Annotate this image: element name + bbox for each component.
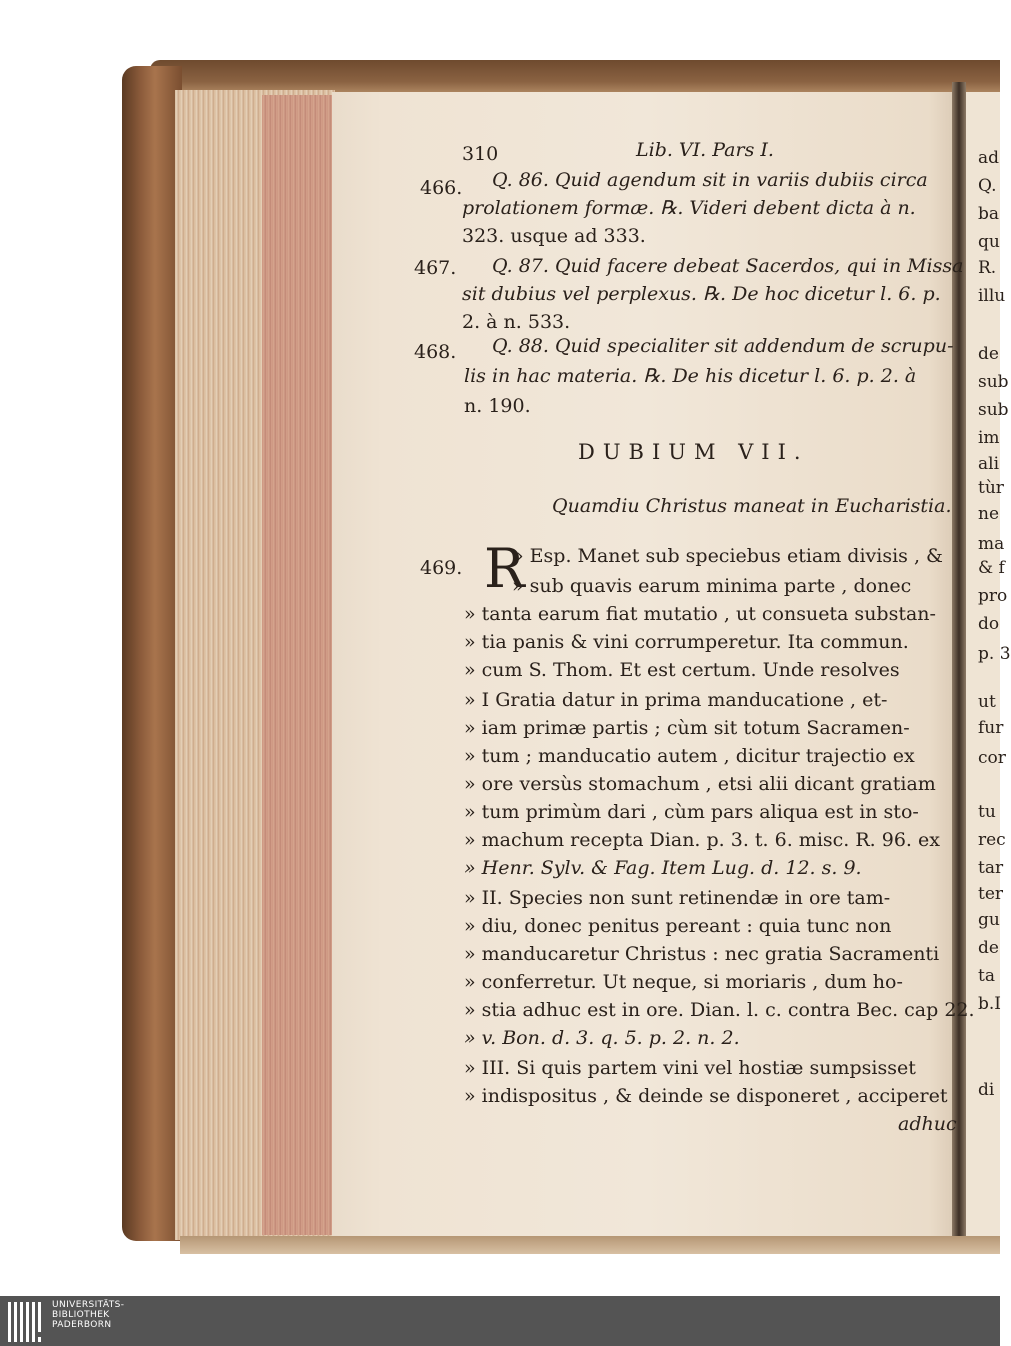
body-line: » diu, donec penitus pereant : quia tunc non [464,915,892,937]
right-page-fragment: ba [978,204,1000,224]
page-number: 310 [462,143,499,165]
body-line: » stia adhuc est in ore. Dian. l. c. contra Bec. cap 22. [464,999,975,1021]
right-page-fragment: R. [978,258,997,278]
drop-cap: R [484,537,525,600]
right-page-fragment: tùr [978,478,1004,498]
right-page-fragment: ut [978,692,996,712]
entry-line: Q. 87. Quid facere debeat Sacerdos, qui in Missa [492,255,964,277]
body-line: » tum primùm dari , cùm pars aliqua est in sto- [464,801,919,823]
right-page-fragment: ter [978,884,1004,904]
entry-line: n. 190. [464,395,531,417]
running-title: Lib. VI. Pars I. [636,139,774,161]
body-line: » tum ; manducatio autem , dicitur trajectio ex [464,745,915,767]
right-page-fragment: de [978,938,999,958]
right-page-fragment: di [978,1080,995,1100]
right-page-fragment: & f [978,558,1005,578]
body-line: » cum S. Thom. Et est certum. Unde resolves [464,659,900,681]
body-line: » manducaretur Christus : nec gratia Sacramenti [464,943,940,965]
entry-number: 468. [414,341,457,363]
section-subtitle: Quamdiu Christus maneat in Eucharistia. [552,495,952,517]
red-page-edges [262,95,332,1235]
body-line: » II. Species non sunt retinendæ in ore tam- [464,887,891,909]
right-page-fragment: fur [978,718,1004,738]
body-line: » machum recepta Dian. p. 3. t. 6. misc. R. 96. ex [464,829,940,851]
entry-line: Q. 86. Quid agendum sit in variis dubiis circa [492,169,928,191]
entry-number: 466. [420,177,463,199]
right-page-fragment: rec [978,830,1006,850]
book-spine [122,66,182,1241]
body-line: » I Gratia datur in prima manducatione , et- [464,689,888,711]
entry-line: 2. à n. 533. [462,311,571,333]
body-line: » tia panis & vini corrumperetur. Ita commun. [464,631,909,653]
right-page-fragment: b.I [978,994,1002,1014]
section-heading: DUBIUM VII. [578,440,809,464]
right-page-fragment: ali [978,454,1000,474]
right-page-fragment: Q. [978,176,997,196]
right-page-fragment: qu [978,232,1000,252]
library-logo-icon [8,1302,46,1342]
body-line: » sub quavis earum minima parte , donec [512,575,912,597]
paragraph-number: 469. [420,557,463,579]
right-page-fragment: tar [978,858,1004,878]
right-page-fragment: do [978,614,1000,634]
entry-line: Q. 88. Quid specialiter sit addendum de scrupu- [492,335,954,357]
body-line: » III. Si quis partem vini vel hostiæ sumpsisset [464,1057,916,1079]
right-page-fragment: sub [978,400,1009,420]
entry-line: 323. usque ad 333. [462,225,646,247]
library-name-line: PADERBORN [52,1320,112,1330]
right-page-fragment: de [978,344,999,364]
body-line: » Henr. Sylv. & Fag. Item Lug. d. 12. s. 9. [464,857,862,879]
body-line: » v. Bon. d. 3. q. 5. p. 2. n. 2. [464,1027,740,1049]
library-name-line: BIBLIOTHEK [52,1310,110,1320]
right-page-fragment: im [978,428,1000,448]
right-page-fragment: pro [978,586,1008,606]
body-line: » iam primæ partis ; cùm sit totum Sacramen- [464,717,910,739]
body-line: » indispositus , & deinde se disponeret , acciperet [464,1085,948,1107]
body-line: » tanta earum fiat mutatio , ut consueta substan- [464,603,936,625]
right-page-fragment: illu [978,286,1006,306]
entry-number: 467. [414,257,457,279]
right-page-fragment: cor [978,748,1006,768]
entry-line: prolationem formæ. ℞. Videri debent dicta à n. [462,197,916,219]
footer-bar [0,1296,1000,1346]
body-line: » ore versùs stomachum , etsi alii dicant gratiam [464,773,936,795]
entry-line: lis in hac materia. ℞. De his dicetur l. 6. p. 2. à [464,365,917,387]
book-cover-bottom [180,1236,1000,1254]
catchword: adhuc [898,1113,957,1135]
right-page-fragment: ta [978,966,995,986]
library-name-line: UNIVERSITÄTS- [52,1300,125,1310]
right-page-fragment: p. 3 [978,644,1011,664]
right-page-fragment: sub [978,372,1009,392]
body-line: » conferretur. Ut neque, si moriaris , dum ho- [464,971,903,993]
right-page-fragment: ma [978,534,1005,554]
right-page-fragment: tu [978,802,996,822]
body-line: » Esp. Manet sub speciebus etiam divisis , & [512,545,943,567]
right-page-fragment: gu [978,910,1000,930]
right-page-fragment: ad [978,148,1000,168]
entry-line: sit dubius vel perplexus. ℞. De hoc dicetur l. 6. p. [462,283,941,305]
right-page-fragment: ne [978,504,1000,524]
